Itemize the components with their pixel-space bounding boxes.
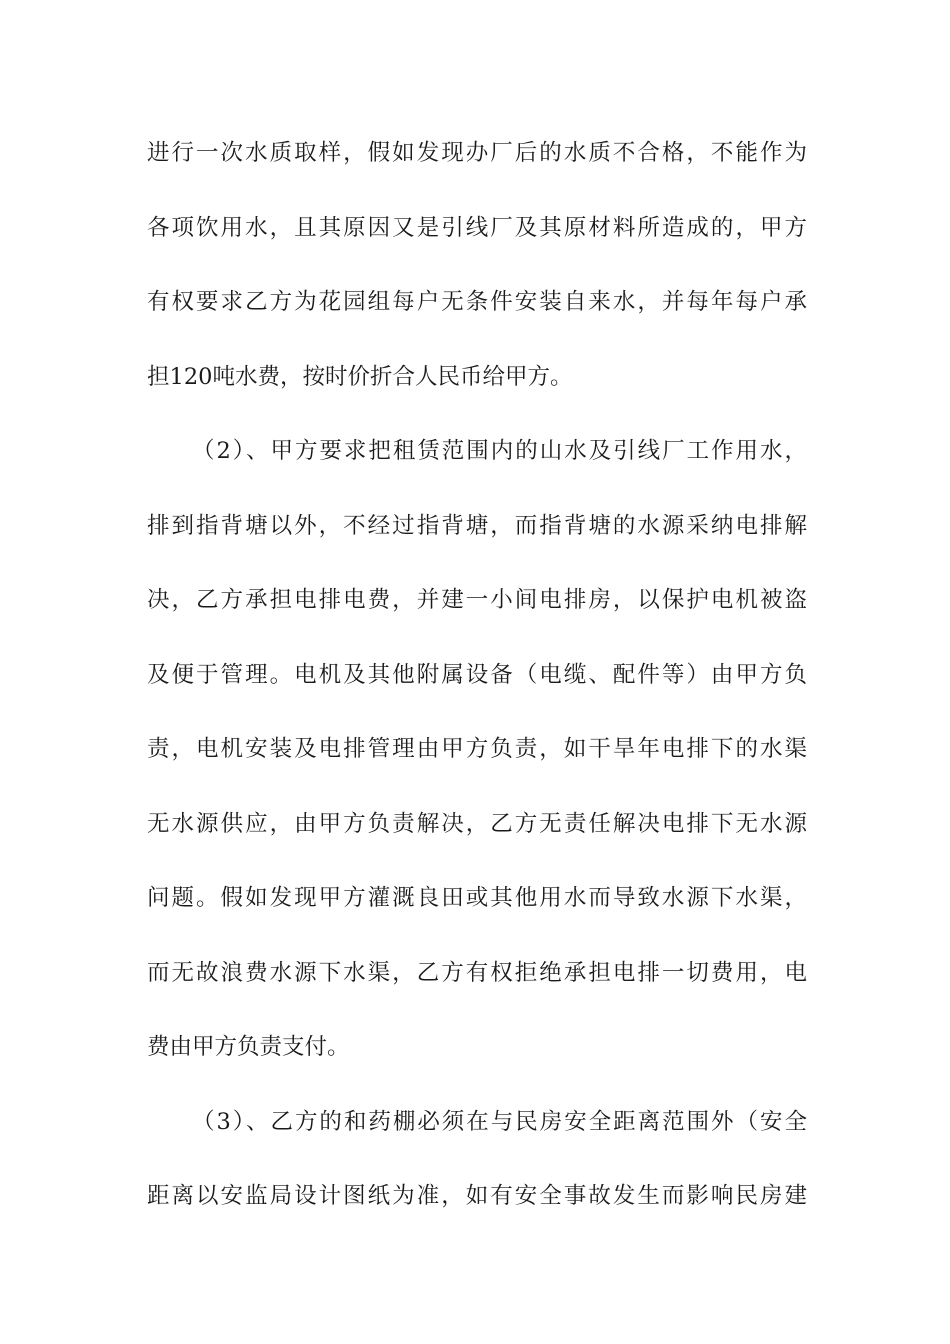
text-line: 及便于管理。电机及其他附属设备（电缆、配件等）由甲方负 [147, 661, 807, 688]
text-line: 有权要求乙方为花园组每户无条件安装自来水，并每年每户承 [147, 289, 807, 315]
text-line: 担120吨水费，按时价折合人民币给甲方。 [147, 363, 573, 390]
text-line: 距离以安监局设计图纸为准，如有安全事故发生而影响民房建 [147, 1183, 807, 1209]
text-line: 问题。假如发现甲方灌溉良田或其他用水而导致水源下水渠， [147, 885, 807, 911]
text-line: 费由甲方负责支付。 [147, 1034, 350, 1060]
text-line: 决，乙方承担电排电费，并建一小间电排房，以保护电机被盗 [147, 587, 807, 613]
document-body [147, 129, 807, 1247]
text-line: 排到指背塘以外，不经过指背塘，而指背塘的水源采纳电排解 [147, 512, 807, 539]
text-line: 无水源供应，由甲方负责解决，乙方无责任解决电排下无水源 [147, 810, 807, 837]
text-line: （2）、甲方要求把租赁范围内的山水及引线厂工作用水， [192, 438, 807, 464]
text-line: 各项饮用水，且其原因又是引线厂及其原材料所造成的，甲方 [147, 214, 807, 241]
text-line: 而无故浪费水源下水渠，乙方有权拒绝承担电排一切费用，电 [147, 959, 807, 986]
text-line: 进行一次水质取样，假如发现办厂后的水质不合格，不能作为 [147, 140, 807, 166]
text-line: （3）、乙方的和药棚必须在与民房安全距离范围外（安全 [192, 1108, 807, 1135]
text-line: 责，电机安装及电排管理由甲方负责，如干旱年电排下的水渠 [147, 736, 807, 762]
